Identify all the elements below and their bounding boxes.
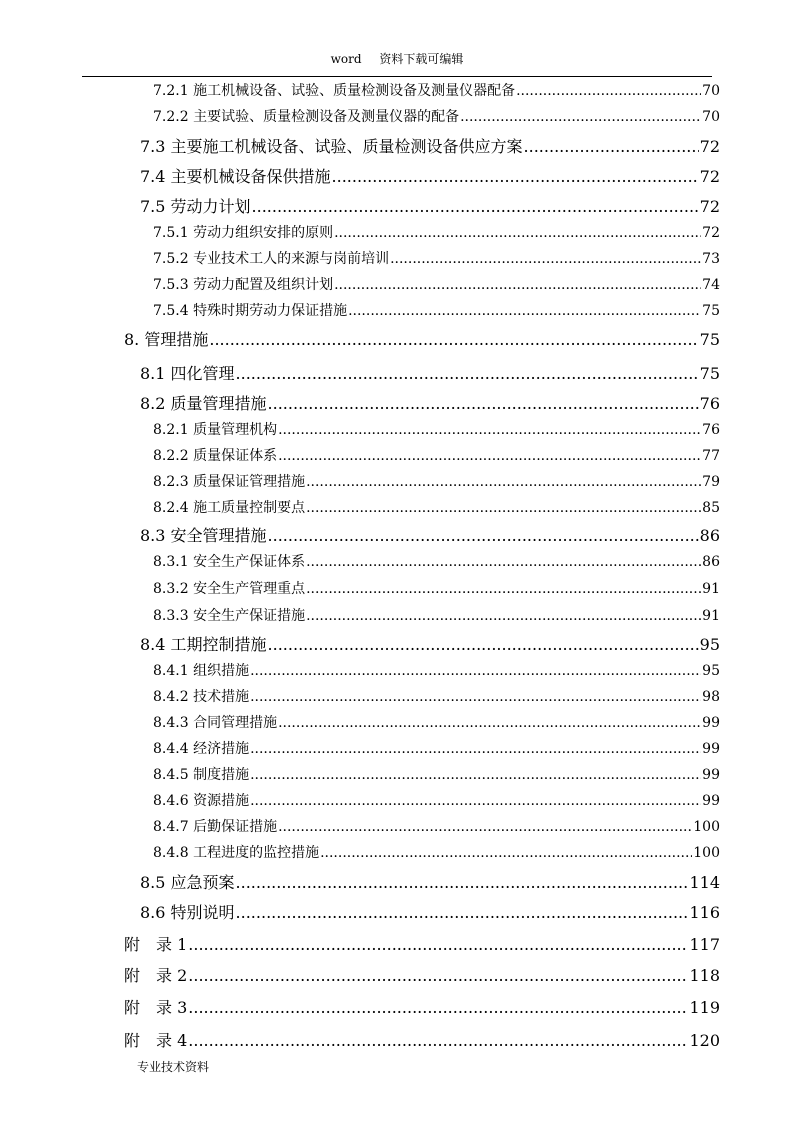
toc-leader-dots: [460, 109, 701, 125]
toc-page-number: 75: [702, 303, 720, 319]
toc-entry-title: 8.4.5 制度措施: [153, 767, 250, 783]
toc-entry-title: 8.3.1 安全生产保证体系: [153, 554, 306, 570]
toc-entry-title: 8.4.3 合同管理措施: [153, 715, 278, 731]
toc-entry[interactable]: [140, 523, 720, 546]
toc-page-number: 100: [693, 819, 720, 835]
toc-entry[interactable]: [140, 632, 720, 655]
toc-leader-dots: [236, 364, 699, 383]
toc-entry-title: 7.5.1 劳动力组织安排的原则: [153, 225, 334, 241]
toc-entry[interactable]: [153, 248, 720, 268]
toc-leader-dots: [334, 225, 701, 241]
toc-leader-dots: [306, 554, 701, 570]
toc-page-number: 119: [689, 998, 720, 1017]
toc-page-number: 74: [702, 277, 720, 293]
toc-leader-dots: [320, 845, 692, 861]
toc-entry[interactable]: [124, 1028, 720, 1051]
toc-entry[interactable]: [153, 605, 720, 625]
toc-leader-dots: [306, 500, 701, 516]
toc-entry[interactable]: [153, 497, 720, 517]
toc-entry[interactable]: [140, 870, 720, 893]
toc-entry[interactable]: [153, 445, 720, 465]
toc-entry[interactable]: [153, 816, 720, 836]
toc-leader-dots: [306, 581, 701, 597]
toc-entry-title: 附 录 4: [124, 1031, 188, 1050]
toc-entry[interactable]: [140, 164, 720, 187]
toc-entry[interactable]: [124, 327, 720, 350]
toc-page-number: 99: [702, 715, 720, 731]
toc-leader-dots: [306, 474, 701, 490]
toc-entry[interactable]: [153, 842, 720, 862]
toc-page-number: 95: [702, 663, 720, 679]
toc-entry-title: 8.5 应急预案: [140, 873, 235, 892]
toc-page-number: 91: [702, 581, 720, 597]
toc-leader-dots: [236, 873, 689, 892]
toc-leader-dots: [334, 277, 701, 293]
toc-page-number: 117: [689, 935, 720, 954]
toc-page-number: 72: [702, 225, 720, 241]
toc-entry-title: 7.4 主要机械设备保供措施: [140, 167, 331, 186]
toc-entry-title: 8.4 工期控制措施: [140, 635, 267, 654]
toc-leader-dots: [278, 715, 701, 731]
toc-page-number: 72: [699, 197, 720, 216]
toc-page-number: 77: [702, 448, 720, 464]
toc-entry[interactable]: [124, 963, 720, 986]
toc-entry-title: 8.4.7 后勤保证措施: [153, 819, 278, 835]
toc-page-number: 91: [702, 608, 720, 624]
toc-entry-title: 7.2.2 主要试验、质量检测设备及测量仪器的配备: [153, 109, 460, 125]
toc-page-number: 72: [699, 137, 720, 156]
toc-entry-title: 附 录 1: [124, 935, 188, 954]
toc-page-number: 73: [702, 251, 720, 267]
toc-leader-dots: [268, 635, 699, 654]
toc-entry[interactable]: [140, 134, 720, 157]
toc-page-number: 99: [702, 793, 720, 809]
toc-entry[interactable]: [153, 660, 720, 680]
toc-leader-dots: [250, 767, 701, 783]
toc-page-number: 98: [702, 689, 720, 705]
toc-page-number: 75: [699, 330, 720, 349]
toc-page-number: 75: [699, 364, 720, 383]
toc-entry-title: 8.1 四化管理: [140, 364, 235, 383]
toc-page-number: 118: [689, 966, 720, 985]
toc-entry-title: 8.3.3 安全生产保证措施: [153, 608, 306, 624]
toc-page-number: 70: [702, 109, 720, 125]
toc-page-number: 100: [693, 845, 720, 861]
toc-leader-dots: [348, 303, 701, 319]
toc-page-number: 114: [689, 873, 720, 892]
toc-leader-dots: [390, 251, 701, 267]
toc-leader-dots: [236, 903, 689, 922]
toc-page-number: 86: [702, 554, 720, 570]
toc-entry-title: 7.3 主要施工机械设备、试验、质量检测设备供应方案: [140, 137, 523, 156]
toc-entry[interactable]: [153, 764, 720, 784]
toc-page-number: 99: [702, 741, 720, 757]
toc-entry-title: 7.5 劳动力计划: [140, 197, 251, 216]
page-footer: 专业技术资料: [137, 1060, 210, 1074]
toc-page-number: 79: [702, 474, 720, 490]
toc-entry-title: 7.5.4 特殊时期劳动力保证措施: [153, 303, 348, 319]
toc-leader-dots: [188, 998, 688, 1017]
toc-entry-title: 8.4.4 经济措施: [153, 741, 250, 757]
toc-page-number: 85: [702, 500, 720, 516]
toc-entry-title: 8.3 安全管理措施: [140, 526, 267, 545]
toc-entry-title: 7.5.2 专业技术工人的来源与岗前培训: [153, 251, 390, 267]
toc-leader-dots: [188, 1031, 688, 1050]
toc-entry[interactable]: [124, 932, 720, 955]
toc-page-number: 95: [699, 635, 720, 654]
toc-entry[interactable]: [153, 222, 720, 242]
header-caption: 资料下载可编辑: [379, 52, 464, 66]
toc-entry[interactable]: [153, 551, 720, 571]
toc-entry[interactable]: [124, 995, 720, 1018]
toc-leader-dots: [524, 137, 699, 156]
toc-page-number: 116: [689, 903, 720, 922]
toc-entry-title: 8.4.1 组织措施: [153, 663, 250, 679]
header-word: word: [330, 52, 362, 66]
toc-leader-dots: [250, 793, 701, 809]
toc-entry[interactable]: [153, 300, 720, 320]
toc-entry[interactable]: [153, 106, 720, 126]
toc-entry-title: 8.2 质量管理措施: [140, 394, 267, 413]
toc-entry-title: 8.2.1 质量管理机构: [153, 422, 278, 438]
toc-entry-title: 8.4.8 工程进度的监控措施: [153, 845, 320, 861]
toc-entry-title: 8.2.2 质量保证体系: [153, 448, 278, 464]
toc-page-number: 72: [699, 167, 720, 186]
toc-entry[interactable]: [153, 274, 720, 294]
toc-entry-title: 7.2.1 施工机械设备、试验、质量检测设备及测量仪器配备: [153, 83, 516, 99]
toc-leader-dots: [278, 819, 692, 835]
toc-page-number: 120: [689, 1031, 720, 1050]
toc-entry[interactable]: [153, 471, 720, 491]
toc-leader-dots: [250, 689, 701, 705]
toc-entry-title: 8.2.4 施工质量控制要点: [153, 500, 306, 516]
toc-leader-dots: [306, 608, 701, 624]
toc-page-number: 86: [699, 526, 720, 545]
toc-leader-dots: [332, 167, 699, 186]
toc-page-number: 99: [702, 767, 720, 783]
toc-entry-title: 8.6 特别说明: [140, 903, 235, 922]
toc-entry[interactable]: [153, 790, 720, 810]
toc-leader-dots: [252, 197, 699, 216]
toc-page-number: 76: [702, 422, 720, 438]
toc-entry-title: 8.4.6 资源措施: [153, 793, 250, 809]
toc-entry[interactable]: [153, 578, 720, 598]
toc-leader-dots: [250, 741, 701, 757]
toc-leader-dots: [278, 448, 701, 464]
toc-leader-dots: [268, 394, 699, 413]
toc-entry[interactable]: [140, 391, 720, 414]
toc-leader-dots: [278, 422, 701, 438]
toc-page-number: 76: [699, 394, 720, 413]
toc-entry-title: 8.4.2 技术措施: [153, 689, 250, 705]
toc-entry-title: 附 录 3: [124, 998, 188, 1017]
toc-entry[interactable]: [140, 194, 720, 217]
toc-entry-title: 8. 管理措施: [124, 330, 209, 349]
toc-leader-dots: [516, 83, 701, 99]
toc-page-number: 70: [702, 83, 720, 99]
toc-leader-dots: [188, 966, 688, 985]
toc-entry[interactable]: [140, 361, 720, 384]
toc-entry-title: 8.3.2 安全生产管理重点: [153, 581, 306, 597]
toc-entry[interactable]: [153, 738, 720, 758]
toc-entry[interactable]: [153, 712, 720, 732]
toc-entry[interactable]: [153, 419, 720, 439]
toc-leader-dots: [250, 663, 701, 679]
toc-leader-dots: [209, 330, 698, 349]
toc-entry[interactable]: [140, 900, 720, 923]
toc-entry-title: 附 录 2: [124, 966, 188, 985]
toc-entry-title: 8.2.3 质量保证管理措施: [153, 474, 306, 490]
toc-entry[interactable]: [153, 686, 720, 706]
toc-leader-dots: [188, 935, 688, 954]
toc-leader-dots: [268, 526, 699, 545]
toc-entry-title: 7.5.3 劳动力配置及组织计划: [153, 277, 334, 293]
toc-entry[interactable]: [153, 80, 720, 100]
